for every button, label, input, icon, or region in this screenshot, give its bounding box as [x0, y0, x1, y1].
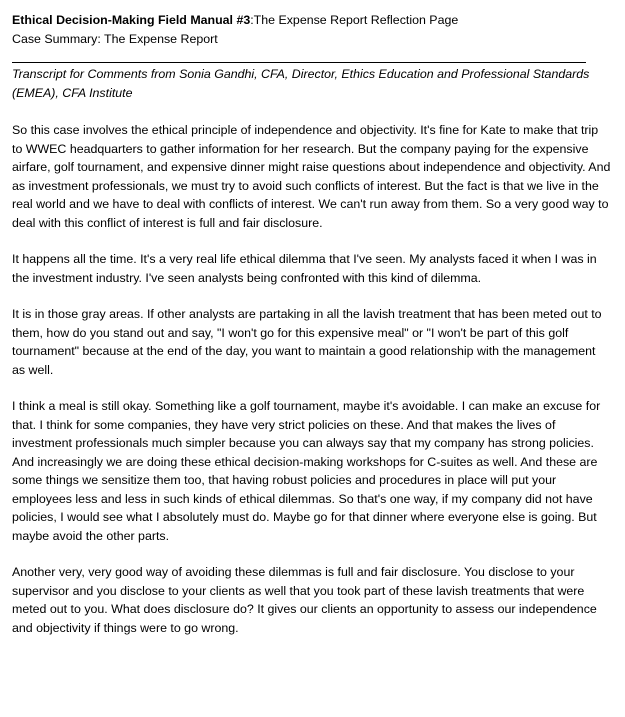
manual-title	[12, 11, 611, 30]
paragraph-1: So this case involves the ethical principle of independence and objectivity. It's fine for Kate to make that trip to WWEC headquarters to gather information for her research. But the company paying for the expensive airfare, golf tournament, and expensive dinner might raise questions about independence and objectivity. And as investment professionals, we must try to avoid such conflicts of interest. But the fact is that we live in the real world and we have to deal with conflicts of interest. We can't run away from them. So a very good way to deal with this conflict of interest is full and fair disclosure.	[12, 123, 611, 230]
manual-title-bold: Ethical Decision-Making Field Manual #3	[12, 13, 251, 27]
paragraph-5: Another very, very good way of avoiding these dilemmas is full and fair disclosure. You disclose to your supervisor and you disclose to your clients as well that you took part of these lavish treatments that were meted out to you. What does disclosure do? It gives our clients an opportunity to assess our independence and objectivity if things were to go wrong.	[12, 565, 597, 635]
manual-title-rest: :The Expense Report Reflection Page	[250, 13, 459, 27]
divider	[12, 62, 586, 63]
paragraph-2: It happens all the time. It's a very real life ethical dilemma that I've seen. My analysts faced it when I was in the investment industry. I've seen analysts being confronted with this kind of dilemma.	[12, 252, 597, 285]
transcript-title: Transcript for Comments from Sonia Gandhi, CFA, Director, Ethics Education and Professional Standards (EMEA), CFA Institute	[12, 67, 590, 100]
case-summary: Case Summary: The Expense Report	[12, 31, 218, 46]
paragraph-4: I think a meal is still okay. Something like a golf tournament, maybe it's avoidable. I can make an excuse for that. I think for some companies, they have very strict policies on these. And that makes the lives of investment professionals much simpler because you can always say that my company has strong policies. And increasingly we are doing these ethical decision-making workshops for C-suites as well. And these are some things we sensitize them too, that having robust policies and procedures in place will put your employees less and less in such kinds of ethical dilemmas. So that's one way, if my company did not have policies, I would see what I absolutely must do. Maybe go for that dinner where everyone else is going. But maybe avoid the other parts.	[12, 399, 601, 543]
paragraph-3: It is in those gray areas. If other analysts are partaking in all the lavish treatment that has been meted out to them, how do you stand out and say, "I won't go for this expensive meal" or "I won't be part of this golf tournament" because at the end of the day, you want to maintain a good relationship with the management as well.	[12, 307, 602, 377]
